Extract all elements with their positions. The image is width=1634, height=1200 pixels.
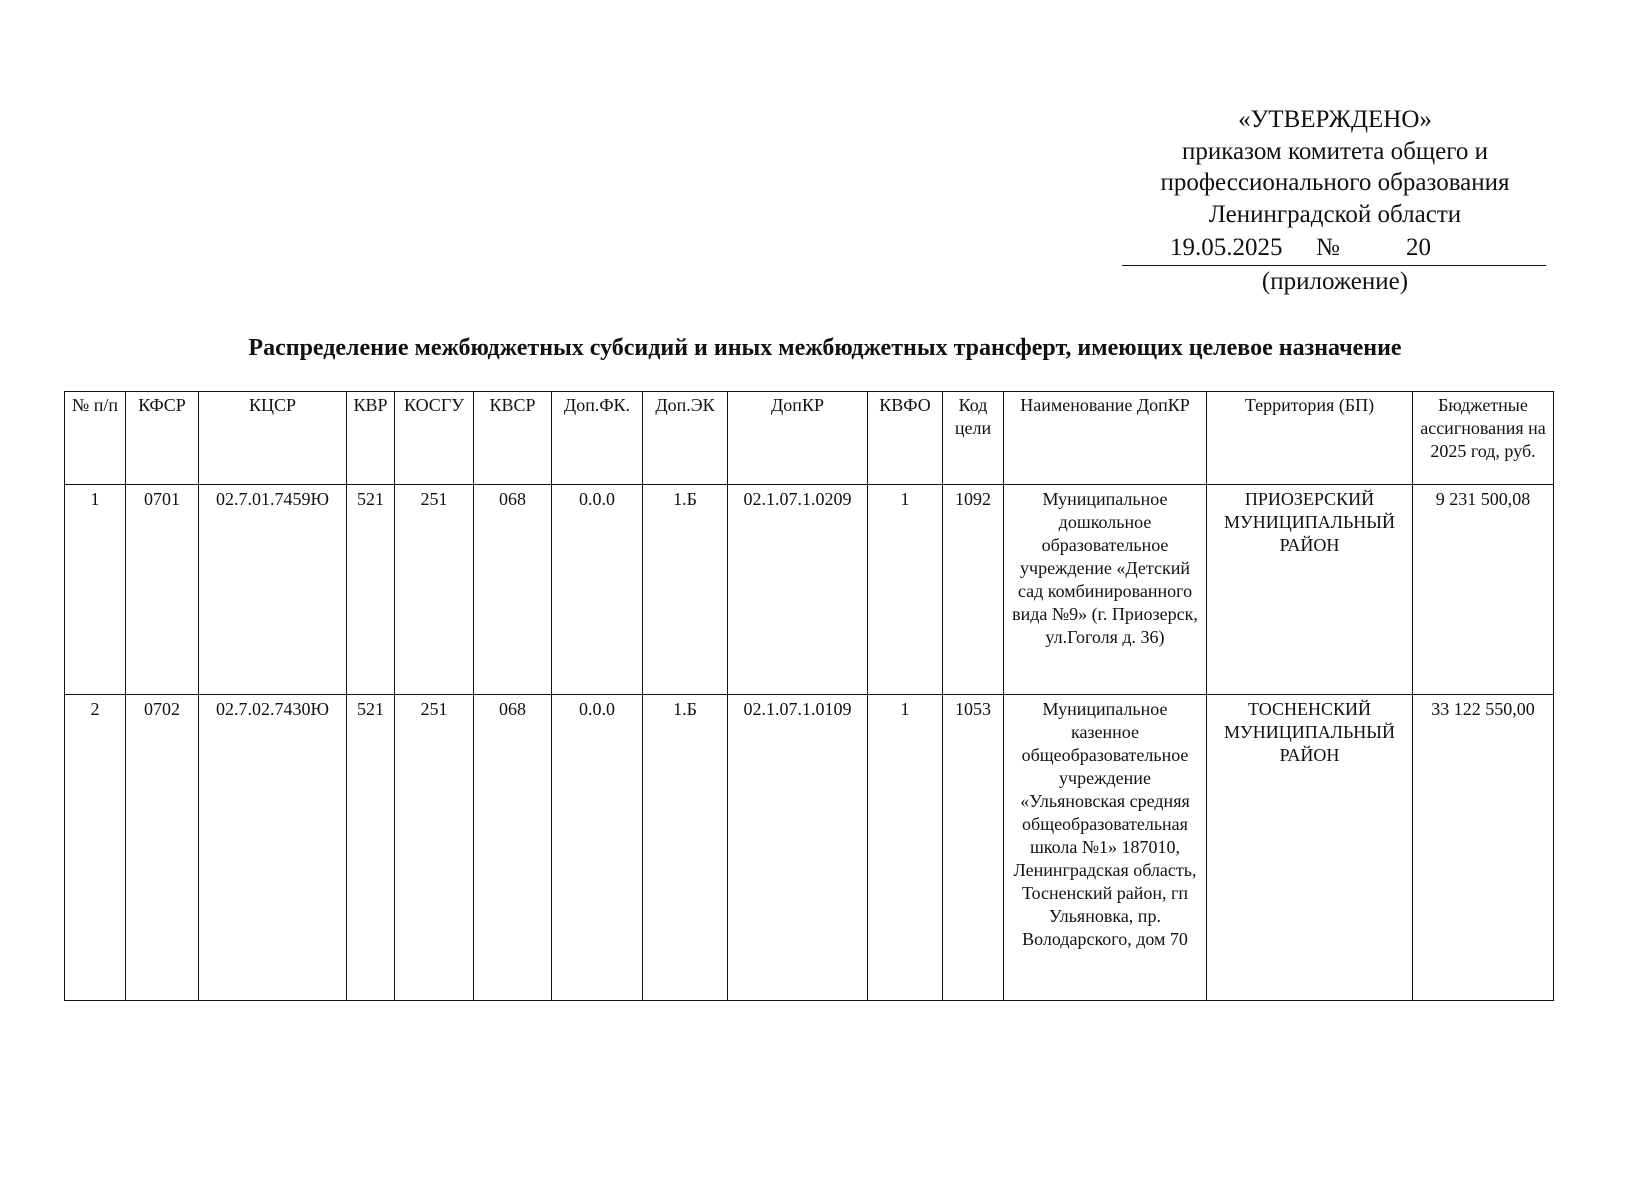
cell-kfsr: 0702 [126,695,199,1001]
table-row [65,695,1554,1001]
approval-line: приказом комитета общего и [1182,137,1488,165]
cell-kfsr: 0701 [126,485,199,695]
header-kvsr: КВСР [474,392,552,485]
cell-row-number: 2 [65,695,126,1001]
cell-kvfo: 1 [868,485,943,695]
header-kcsr: КЦСР [199,392,347,485]
cell-purpose-code: 1053 [943,695,1004,1001]
cell-dop-kr: 02.1.07.1.0109 [728,695,868,1001]
order-number-sign: № [1316,234,1340,261]
cell-purpose-code: 1092 [943,485,1004,695]
cell-kvsr: 068 [474,485,552,695]
header-purpose-code: Код цели [943,392,1004,485]
header-dop-kr-name: Наименование ДопКР [1004,392,1207,485]
cell-budget-allocation: 9 231 500,08 [1413,485,1554,695]
cell-dop-kr-name: Муниципальное казенное общеобразовательное учреждение «Ульяновская средняя общеобразовательная школа №1» 187010, Ленинградская область, Тосненский район, гп Ульяновка, пр. Володарского, дом 70 [1004,695,1207,1001]
cell-kvr: 521 [347,695,395,1001]
approval-line: профессионального образования [1160,169,1510,196]
header-kvr: КВР [347,392,395,485]
cell-row-number: 1 [65,485,126,695]
header-kosgu: КОСГУ [395,392,474,485]
cell-dop-ek: 1.Б [643,485,728,695]
cell-territory: ПРИОЗЕРСКИЙ МУНИЦИПАЛЬНЫЙ РАЙОН [1207,485,1413,695]
cell-dop-kr-name: Муниципальное дошкольное образовательное учреждение «Детский сад комбинированного вида №9» (г. Приозерск, ул.Гоголя д. 36) [1004,485,1207,695]
cell-dop-fk: 0.0.0 [552,485,643,695]
subsidy-distribution-table [64,391,1554,1001]
cell-kvfo: 1 [868,695,943,1001]
table-header-row [65,392,1554,485]
header-row-number: № п/п [65,392,126,485]
appendix-label: (приложение) [1261,268,1409,295]
header-dop-kr: ДопКР [728,392,868,485]
cell-kosgu: 251 [395,485,474,695]
header-kfsr: КФСР [126,392,199,485]
cell-territory: ТОСНЕНСКИЙ МУНИЦИПАЛЬНЫЙ РАЙОН [1207,695,1413,1001]
cell-kosgu: 251 [395,695,474,1001]
order-number: 20 [1406,234,1431,261]
order-date-number-line [1122,233,1546,266]
header-territory: Территория (БП) [1207,392,1413,485]
approval-heading: «УТВЕРЖДЕНО» [1238,106,1432,133]
cell-dop-ek: 1.Б [643,695,728,1001]
cell-kvr: 521 [347,485,395,695]
approval-stamp [1120,104,1550,230]
cell-kcsr: 02.7.02.7430Ю [199,695,347,1001]
table-row [65,485,1554,695]
header-dop-ek: Доп.ЭК [643,392,728,485]
header-kvfo: КВФО [868,392,943,485]
header-budget-allocations: Бюджетные ассигнования на 2025 год, руб. [1413,392,1554,485]
header-dop-fk: Доп.ФК. [552,392,643,485]
cell-dop-fk: 0.0.0 [552,695,643,1001]
cell-dop-kr: 02.1.07.1.0209 [728,485,868,695]
document-title: Распределение межбюджетных субсидий и иных межбюджетных трансферт, имеющих целевое назначение [248,335,1402,361]
cell-budget-allocation: 33 122 550,00 [1413,695,1554,1001]
order-date: 19.05.2025 [1170,234,1283,261]
approval-line: Ленинградской области [1208,200,1462,228]
cell-kvsr: 068 [474,695,552,1001]
cell-kcsr: 02.7.01.7459Ю [199,485,347,695]
